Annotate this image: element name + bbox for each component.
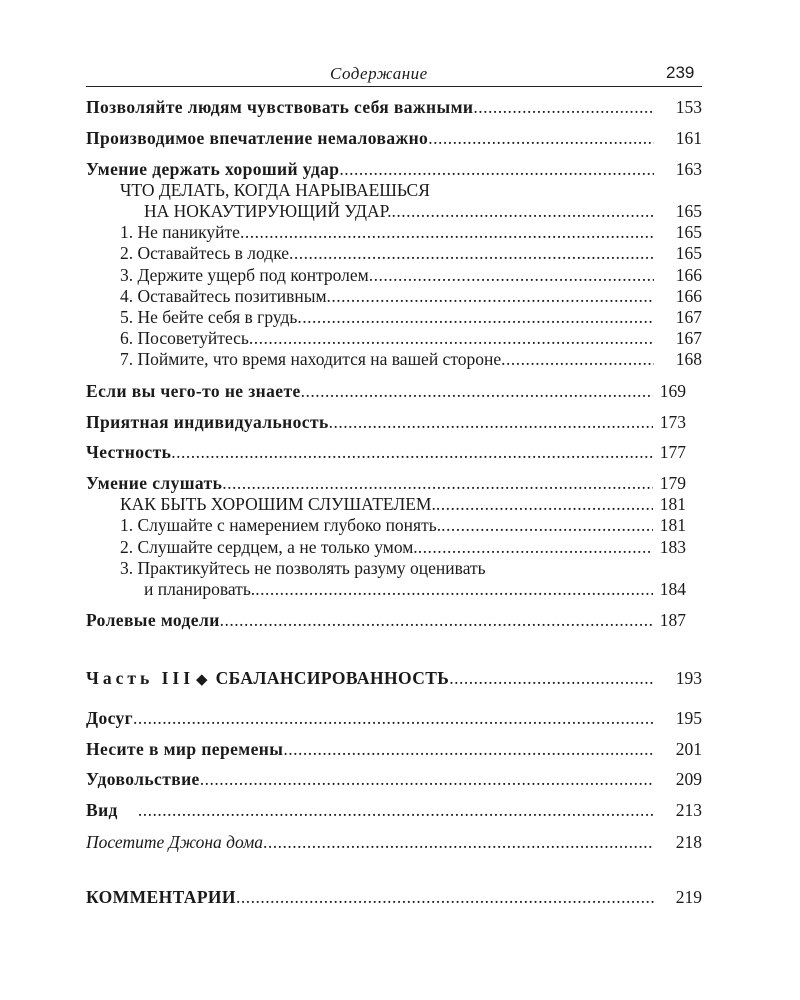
toc-subentry-title: и планировать.: [144, 579, 256, 599]
toc-subentry-title: 3. Практикуйтесь не позволять разуму оценивать: [120, 558, 486, 578]
toc-entry-page: 213: [675, 800, 702, 820]
toc-entry-title: Ролевые модели: [86, 610, 220, 630]
toc-entry: [86, 831, 702, 853]
toc-subentry-title: 5. Не бейте себя в грудь: [120, 307, 298, 327]
part-label: Часть III: [86, 668, 195, 688]
leader-dots: [449, 667, 654, 689]
comments-page: 219: [675, 887, 702, 907]
toc-subentry: [86, 285, 702, 307]
leader-dots: [297, 306, 654, 328]
running-header-title: Содержание: [330, 64, 428, 83]
toc-entry-page: 209: [675, 769, 702, 789]
leader-dots: [436, 493, 653, 515]
leader-dots: [428, 127, 654, 149]
toc-subentry-title: ЧТО ДЕЛАТЬ, КОГДА НАРЫВАЕШЬСЯ: [120, 180, 430, 200]
toc-subentry: [86, 264, 702, 286]
toc-subentry-page: 165: [675, 222, 702, 242]
toc-subentry-title: 2. Слушайте сердцем, а не только умом.: [120, 537, 418, 557]
toc-subentry-title: 1. Слушайте с намерением глубоко понять.: [120, 515, 442, 535]
toc-subentry-page: 168: [675, 349, 702, 369]
toc-entry-page: 177: [659, 442, 686, 462]
comments-title: КОММЕНТАРИИ: [86, 887, 236, 907]
toc-subentry-title: 1. Не паникуйте: [120, 222, 240, 242]
leader-dots: [200, 768, 654, 790]
toc-entry-title: Умение держать хороший удар: [86, 159, 340, 179]
toc-subentry: [86, 200, 702, 222]
leader-dots: [255, 578, 653, 600]
toc-entry: [86, 738, 702, 760]
toc-entry: [86, 411, 702, 433]
toc-subentry: [86, 493, 702, 515]
toc-subentry: [86, 221, 702, 243]
toc-entry-page: 218: [675, 832, 702, 852]
leader-dots: [263, 831, 654, 853]
part-title: СБАЛАНСИРОВАННОСТЬ: [215, 668, 450, 688]
toc-entry: [86, 707, 702, 729]
leader-dots: [283, 738, 654, 760]
diamond-icon: ◆: [196, 672, 208, 688]
leader-dots: [301, 380, 653, 402]
leader-dots: [240, 221, 654, 243]
toc-entry-title: Несите в мир перемены: [86, 739, 284, 759]
toc-entry-title: Досуг: [86, 708, 134, 728]
toc-entry-page: 187: [659, 610, 686, 630]
toc-subentry: [86, 179, 702, 201]
toc-subentry-page: 181: [659, 515, 686, 535]
leader-dots: [220, 609, 653, 631]
toc-entry: [86, 380, 702, 402]
toc-subentry-page: 183: [659, 537, 686, 557]
toc-entry-page: 153: [675, 97, 702, 117]
toc-subentry: [86, 514, 702, 536]
toc-entry-title: Позволяйте людям чувствовать себя важными: [86, 97, 474, 117]
toc-subentry-page: 167: [675, 307, 702, 327]
toc-entry-page: 163: [675, 159, 702, 179]
toc-subentry-title: НА НОКАУТИРУЮЩИЙ УДАР.: [144, 201, 392, 221]
toc-part-heading: [86, 667, 702, 689]
toc-entry-title: Умение слушать: [86, 473, 223, 493]
toc-entry-page: 173: [659, 412, 686, 432]
part-page: 193: [675, 668, 702, 688]
toc-subentry-page: 184: [659, 579, 686, 599]
toc-subentry-title: 3. Держите ущерб под контролем: [120, 265, 369, 285]
toc-comments: [86, 886, 702, 908]
toc-entry: [86, 158, 702, 180]
toc-subentry: [86, 348, 702, 370]
toc-entry-page: 179: [659, 473, 686, 493]
leader-dots: [249, 327, 654, 349]
toc-entry: [86, 799, 702, 821]
toc-subentry-page: 166: [675, 286, 702, 306]
leader-dots: [329, 411, 653, 433]
toc-entry-title: Удовольствие: [86, 769, 200, 789]
toc-entry-page: 195: [675, 708, 702, 728]
leader-dots: [138, 799, 654, 821]
toc-subentry-page: 165: [675, 201, 702, 221]
toc-subentry-page: 181: [659, 494, 686, 514]
running-header-page-number: 239: [666, 63, 695, 82]
toc-entry: [86, 768, 702, 790]
toc-entry: [86, 441, 702, 463]
toc-subentry-title: КАК БЫТЬ ХОРОШИМ СЛУШАТЕЛЕМ.: [120, 494, 436, 514]
leader-dots: [171, 441, 653, 463]
toc-entry: [86, 127, 702, 149]
leader-dots: [289, 242, 654, 264]
leader-dots: [392, 200, 654, 222]
toc-subentry-title: 7. Поймите, что время находится на вашей стороне: [120, 349, 502, 369]
toc-entry-title: Честность: [86, 442, 172, 462]
header-rule: [86, 86, 702, 87]
leader-dots: [339, 158, 654, 180]
toc-entry: [86, 472, 702, 494]
toc-subentry: [86, 327, 702, 349]
toc-subentry: [86, 242, 702, 264]
toc-entry: [86, 96, 702, 118]
toc-subentry: [86, 536, 702, 558]
toc-subentry-page: 167: [675, 328, 702, 348]
toc-subentry: [86, 557, 702, 579]
toc-entry-title: Посетите Джона дома: [86, 832, 264, 852]
leader-dots: [236, 886, 654, 908]
toc-subentry-page: 165: [675, 243, 702, 263]
toc-subentry: [86, 578, 702, 600]
toc-entry-page: 161: [675, 128, 702, 148]
toc-subentry-title: 6. Посоветуйтесь: [120, 328, 249, 348]
leader-dots: [418, 536, 653, 558]
leader-dots: [222, 472, 653, 494]
toc-subentry-page: 166: [675, 265, 702, 285]
toc-entry: [86, 609, 702, 631]
toc-subentry: [86, 306, 702, 328]
toc-entry-title: Вид: [86, 800, 118, 820]
leader-dots: [473, 96, 654, 118]
leader-dots: [501, 348, 654, 370]
toc-entry-page: 169: [659, 381, 686, 401]
toc-subentry-title: 2. Оставайтесь в лодке: [120, 243, 290, 263]
toc-entry-page: 201: [675, 739, 702, 759]
toc-entry-title: Производимое впечатление немаловажно: [86, 128, 429, 148]
toc-entry-title: Приятная индивидуальность: [86, 412, 329, 432]
toc-subentry-title: 4. Оставайтесь позитивным: [120, 286, 327, 306]
leader-dots: [327, 285, 654, 307]
leader-dots: [133, 707, 654, 729]
toc-entry-title: Если вы чего-то не знаете: [86, 381, 301, 401]
leader-dots: [369, 264, 654, 286]
leader-dots: [441, 514, 653, 536]
